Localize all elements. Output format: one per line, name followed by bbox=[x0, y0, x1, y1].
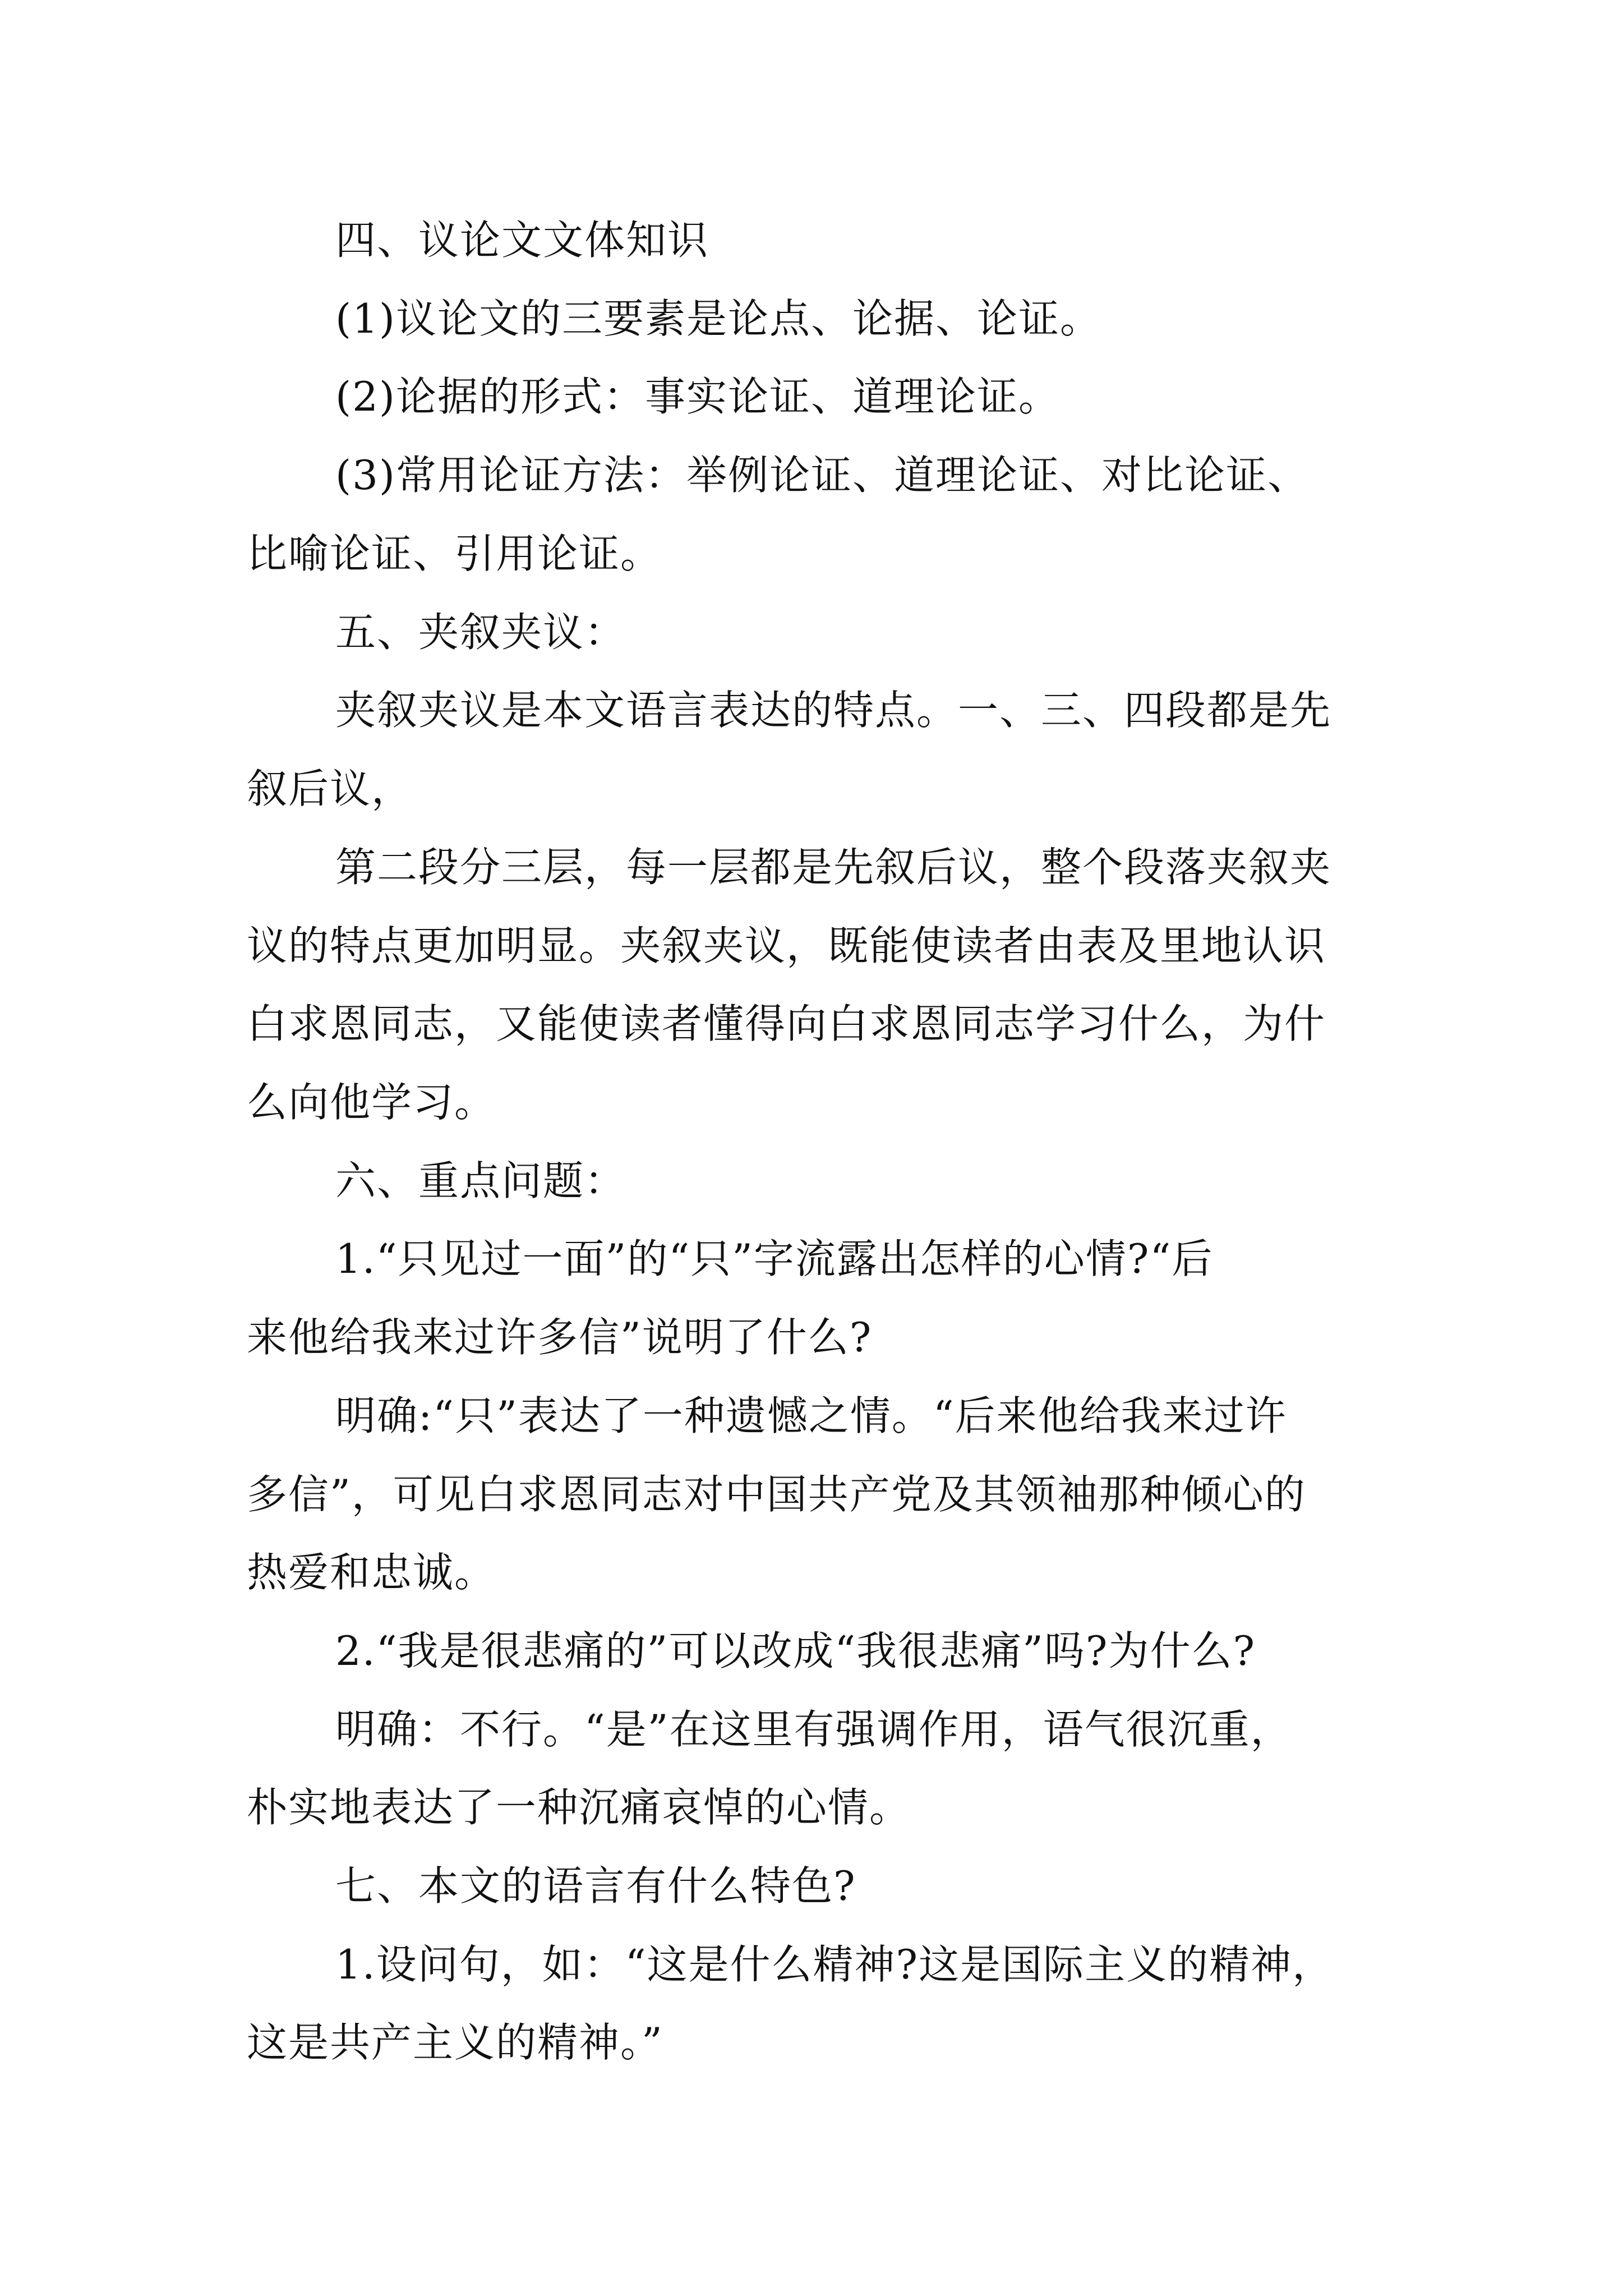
text-line: 议的特点更加明显。夹叙夹议，既能使读者由表及里地认识 bbox=[247, 922, 1326, 969]
text-line: (2)论据的形式：事实论证、道理论证。 bbox=[335, 373, 1060, 420]
text-line: 明确:“只”表达了一种遗憾之情。“后来他给我来过许 bbox=[335, 1392, 1287, 1439]
text-line: (3)常用论证方法：举例论证、道理论证、对比论证、 bbox=[335, 452, 1309, 499]
section-heading-5: 五、夹叙夹议： bbox=[335, 609, 626, 656]
section-heading-7: 七、本文的语言有什么特色? bbox=[335, 1862, 856, 1910]
text-line: 2.“我是很悲痛的”可以改成“我很悲痛”吗?为什么? bbox=[335, 1627, 1256, 1674]
text-line: 比喻论证、引用论证。 bbox=[247, 530, 662, 577]
text-line: 明确：不行。“是”在这里有强调作用，语气很沉重， bbox=[335, 1706, 1292, 1753]
section-heading-6: 六、重点问题： bbox=[335, 1157, 626, 1204]
text-line: (1)议论文的三要素是论点、论据、论证。 bbox=[335, 295, 1101, 342]
text-line: 热爱和忠诚。 bbox=[247, 1549, 496, 1596]
text-line: 1.设问句，如：“这是什么精神?这是国际主义的精神， bbox=[335, 1941, 1334, 1988]
text-line: 1.“只见过一面”的“只”字流露出怎样的心情?“后 bbox=[335, 1235, 1214, 1282]
text-line: 来他给我来过许多信”说明了什么? bbox=[247, 1314, 873, 1361]
section-heading-4: 四、议论文文体知识 bbox=[335, 217, 709, 264]
text-line: 白求恩同志，又能使读者懂得向白求恩同志学习什么，为什 bbox=[247, 1000, 1326, 1047]
text-line: 夹叙夹议是本文语言表达的特点。一、三、四段都是先 bbox=[335, 687, 1332, 734]
text-line: 多信”，可见白求恩同志对中国共产党及其领袖那种倾心的 bbox=[247, 1471, 1306, 1518]
text-line: 么向他学习。 bbox=[247, 1079, 496, 1126]
text-line: 叙后议， bbox=[247, 765, 413, 812]
text-line: 这是共产主义的精神。” bbox=[247, 2019, 663, 2066]
text-line: 朴实地表达了一种沉痛哀悼的心情。 bbox=[247, 1784, 911, 1831]
text-line: 第二段分三层，每一层都是先叙后议，整个段落夹叙夹 bbox=[335, 844, 1332, 891]
